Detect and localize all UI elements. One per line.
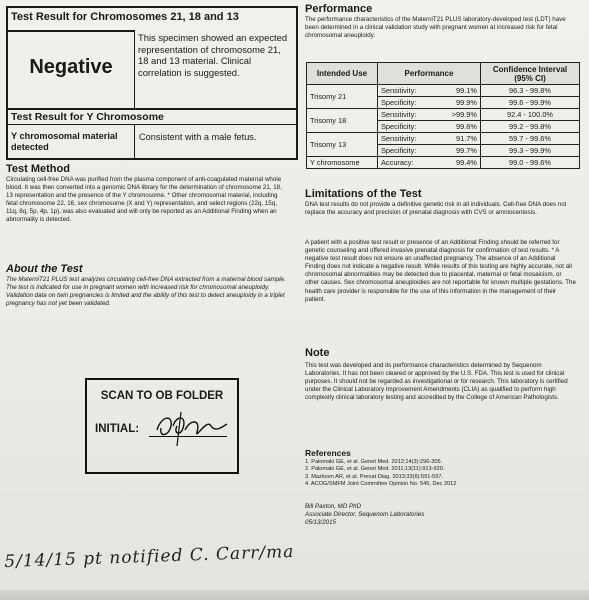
use-cell: Trisomy 18 <box>307 109 378 133</box>
ci-cell: 92.4 - 100.0% <box>481 109 580 121</box>
table-row <box>307 133 580 145</box>
reference-item: 4. ACOG/SMFM Joint Committee Opinion No. 545, Dec 2012 <box>305 480 457 487</box>
performance-heading: Performance <box>305 3 373 15</box>
use-cell: Trisomy 13 <box>307 133 378 157</box>
stamp-initial: INITIAL: <box>95 423 140 435</box>
reference-item: 3. Mazloom AR, et al. Prenat Diag. 2013;33(6):591-597. <box>305 473 444 480</box>
ci-cell: 59.7 - 99.6% <box>481 133 580 145</box>
signer-date: 05/13/2015 <box>305 519 336 527</box>
table-row <box>307 157 580 169</box>
stamp-title: SCAN TO OB FOLDER <box>100 390 224 402</box>
method-text: Circulating cell-free DNA was purified from the plasma component of anti-coagulated maternal whole blood. It was then converted into a genomic DNA library for the determination of chromosome 21, 18, 13 representation and the presence of the Y chromosome. * Other chromosomal material, including fetal chromosome 22, 16, sex chromosome (X and Y) representation, and select regions (22q, 15q, 11q, 8q, 5p, 4p, 1p), was also evaluated and will only be reported as an Additional Finding when an abnormality is detected. <box>6 176 282 224</box>
performance-text: The performance characteristics of the MaterniT21 PLUS laboratory-developed test (LDT) have been determined in a clinical validation study with pregnant women at increased risk for fetal chromosomal aneuploidy. <box>305 16 566 40</box>
perf-cell <box>378 85 481 97</box>
references-heading: References <box>305 448 351 458</box>
note-text: This test was developed and its performance characteristics determined by Sequenom Laboratories. It has not been cleared or approved by the U.S. FDA. This test is used for clinical purposes. It should not be regarded as investigational or for research. This laboratory is certified under the Clinical Laboratory Improvement Amendments (CLIA) as qualified to perform high complexity clinical laboratory testing and accredited by the College of American Pathologists. <box>305 362 568 402</box>
metric-label: Specificity: <box>381 98 417 107</box>
metric-label: Accuracy: <box>381 158 414 167</box>
metric-value: 99.7% <box>456 146 477 155</box>
y-label: Y chromosomal material detected <box>11 131 118 152</box>
use-cell: Trisomy 21 <box>307 85 378 109</box>
y-description: Consistent with a male fetus. <box>139 132 257 142</box>
result-value-cell <box>8 30 135 110</box>
ci-cell: 96.3 - 99.8% <box>481 85 580 97</box>
metric-value: 99.9% <box>456 98 477 107</box>
perf-cell <box>378 157 481 169</box>
scan-stamp <box>85 378 239 474</box>
reference-item: 2. Palomaki GE, et al. Genet Med. 2011;13(11):913-920. <box>305 466 445 473</box>
signer-name: Bill Paxton, MD PhD <box>305 503 362 510</box>
page-bottom-edge <box>0 590 589 600</box>
initials-scribble <box>151 408 233 448</box>
method-heading: Test Method <box>6 163 70 175</box>
reference-item: 1. Palomaki GE, et al. Genet Med. 2012;14(3):296-305. <box>305 459 443 465</box>
col-intended-use: Intended Use <box>307 63 378 85</box>
signer-title: Associate Director, Sequenom Laboratories <box>305 511 425 519</box>
note-heading: Note <box>305 347 330 359</box>
reference-list <box>305 459 577 488</box>
about-text: The MaterniT21 PLUS test analyzes circulating cell-free DNA extracted from a maternal blood sample. The test is indicated for use in pregnant women with increased risk for chromosomal aneuploidy. Validation data on twin pregnancies is limited and the ability of this test to detect aneuploidy in a triplet pregnancy has not yet been validated. <box>6 276 286 308</box>
metric-value: 99.4% <box>456 158 477 167</box>
perf-cell <box>378 97 481 109</box>
metric-value: 91.7% <box>456 134 477 143</box>
signature-block <box>305 503 577 527</box>
about-heading: About the Test <box>6 263 83 275</box>
metric-value: >99.9% <box>451 110 477 119</box>
result-header: Test Result for Chromosomes 21, 18 and 13 <box>11 11 239 23</box>
handwritten-note: 5/14/15 pt notified C. Carr/ma <box>4 541 295 572</box>
limitations-heading: Limitations of the Test <box>305 188 422 200</box>
y-label-cell <box>8 125 135 158</box>
performance-table <box>306 62 580 169</box>
metric-label: Specificity: <box>381 122 417 131</box>
perf-cell <box>378 133 481 145</box>
use-cell: Y chromosome <box>307 157 378 169</box>
perf-cell <box>378 145 481 157</box>
col-performance: Performance <box>378 63 481 85</box>
ci-cell: 99.0 - 99.6% <box>481 157 580 169</box>
table-row <box>307 109 580 121</box>
col-confidence-interval: Confidence Interval (95% CI) <box>481 63 580 85</box>
limitations-text-1: DNA test results do not provide a definitive genetic risk in all individuals. Cell-free DNA does not replace the accuracy and precision of prenatal diagnosis with CVS or amniocentesis. <box>305 201 567 217</box>
metric-label: Sensitivity: <box>381 134 417 143</box>
metric-label: Sensitivity: <box>381 110 417 119</box>
ci-cell: 99.3 - 99.9% <box>481 145 580 157</box>
ci-cell: 99.2 - 99.8% <box>481 121 580 133</box>
limitations-text-2: A patient with a positive test result or presence of an Additional Finding should be referred for genetic counseling and offered invasive prenatal diagnosis for confirmation of test results. * A negative test result does not ensure an unaffected pregnancy. The absence of an Additional Finding does not indicate a negative result. While results of this testing are highly accurate, not all chromosomal abnormalities may be detected due to placental, maternal or fetal mosaicism, or other causes. Sex chromosomal aneuploidies are not reportable for known multiple gestations. The health care provider is responsible for the use of this information in the management of their patient. <box>305 239 576 303</box>
metric-label: Sensitivity: <box>381 86 417 95</box>
result-box <box>6 6 298 160</box>
metric-label: Specificity: <box>381 146 417 155</box>
perf-cell <box>378 121 481 133</box>
y-header: Test Result for Y Chromosome <box>8 108 297 125</box>
ci-cell: 99.6 - 99.9% <box>481 97 580 109</box>
metric-value: 99.6% <box>456 122 477 131</box>
result-description: This specimen showed an expected representation of chromosome 21, 18 and 13 material. Clinical correlation is suggested. <box>138 32 288 78</box>
metric-value: 99.1% <box>456 86 477 95</box>
perf-cell <box>378 109 481 121</box>
result-value: Negative <box>29 56 113 78</box>
table-row <box>307 85 580 97</box>
